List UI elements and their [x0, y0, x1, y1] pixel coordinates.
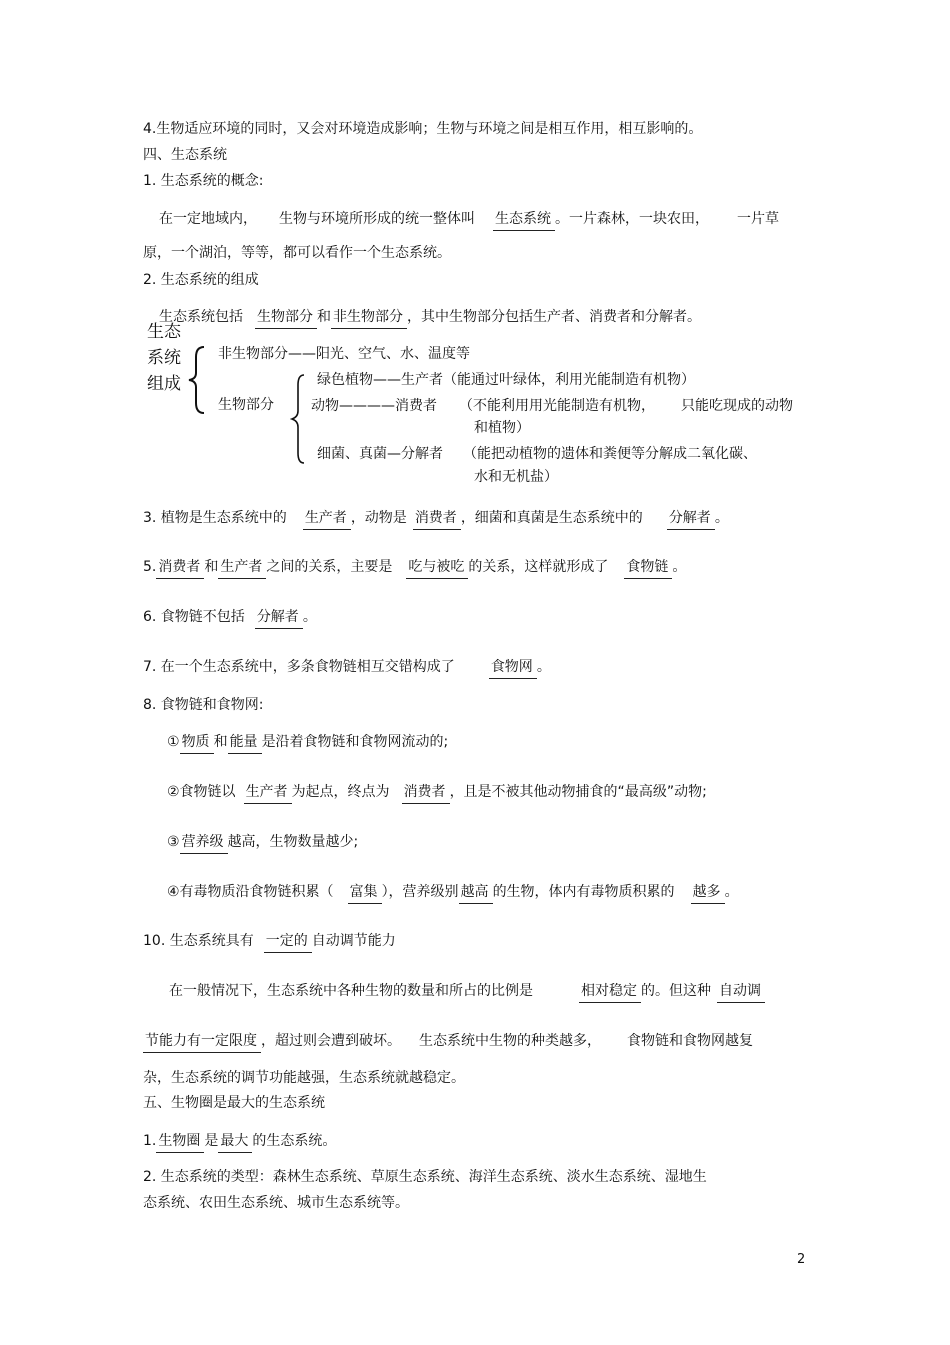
- tree-animal-note-1: （不能利用用光能制造有机物，: [459, 398, 655, 414]
- tree-animal-label: 动物————消费者: [311, 398, 437, 414]
- tree-root-1: 生态: [147, 322, 181, 342]
- blank-start-producer: 生产者: [244, 782, 292, 804]
- q5-text-e: 。: [672, 559, 687, 575]
- statement-4-number: 4.: [143, 121, 157, 137]
- q2-line: [159, 307, 701, 329]
- tree-bio: 生物部分: [218, 397, 274, 413]
- blank-matter: 物质: [180, 732, 214, 754]
- tree-root-2: 系统: [147, 348, 181, 368]
- q8-i4-b: ），营养级别: [381, 884, 459, 900]
- q8-title: 8. 食物链和食物网:: [143, 697, 264, 713]
- blank-biotic: 生物部分: [255, 307, 317, 329]
- q1-text-d: 一片草: [737, 211, 779, 227]
- q5-text-a: 5.: [143, 559, 157, 575]
- q8-i3-b: 越高，生物数量越少;: [227, 834, 359, 850]
- tree-decomp-note-1: （能把动植物的遗体和粪便等分解成二氧化碳、: [463, 446, 757, 462]
- q2-title: 2. 生态系统的组成: [143, 272, 259, 288]
- q6-text-a: 6. 食物链不包括: [143, 609, 245, 625]
- blank-producer-5: 生产者: [218, 557, 266, 579]
- blank-decomposer-6: 分解者: [255, 607, 303, 629]
- q1-text-c: 。一片森林，一块农田，: [555, 211, 709, 227]
- q8-i1-c: 是沿着食物链和食物网流动的;: [261, 734, 449, 750]
- blank-ecosystem: 生态系统: [493, 209, 555, 231]
- brace-bio-icon: [290, 373, 306, 465]
- tree-animal-note-2: 只能吃现成的动物: [681, 398, 793, 414]
- q3-text-b: ，动物是: [350, 510, 407, 526]
- q8-i1-a: ①: [167, 734, 180, 750]
- blank-certain: 一定的: [264, 931, 312, 953]
- q10-text-a: 10. 生态系统具有: [143, 933, 254, 949]
- q6-line: [143, 607, 317, 629]
- b2-line2: 态系统、农田生态系统、城市生态系统等。: [143, 1195, 409, 1211]
- q3-line: [143, 508, 729, 530]
- q1-text-a: 在一定地域内，: [159, 211, 257, 227]
- q8-i1-b: 和: [213, 734, 228, 750]
- q10-line: [143, 931, 396, 953]
- blank-energy: 能量: [228, 732, 262, 754]
- blank-consumer-5: 消费者: [156, 557, 204, 579]
- blank-accumulation: 富集: [348, 882, 382, 904]
- q2-text-c: ，其中生物部分包括生产者、消费者和分解者。: [407, 309, 701, 325]
- tree-decomp-note-2: 水和无机盐）: [474, 469, 558, 485]
- blank-eat-relation: 吃与被吃: [406, 557, 468, 579]
- section-4-heading: 四、生态系统: [143, 147, 227, 163]
- q3-text-a: 3. 植物是生态系统中的: [143, 510, 287, 526]
- blank-limited: 节能力有一定限度: [143, 1031, 261, 1053]
- q2-text-a: 生态系统包括: [159, 309, 243, 325]
- blank-largest: 最大: [218, 1131, 252, 1153]
- q8-item-3: [167, 832, 358, 854]
- q5-line: [143, 557, 686, 579]
- b1-text-a: 1.: [143, 1133, 157, 1149]
- q3-text-d: 。: [714, 510, 729, 526]
- blank-stable: 相对稳定: [579, 981, 641, 1003]
- blank-higher: 越高: [459, 882, 493, 904]
- b2-line1: 2. 生态系统的类型：森林生态系统、草原生态系统、海洋生态系统、淡水生态系统、湿地生: [143, 1169, 707, 1185]
- q1-line1: [159, 209, 779, 231]
- tree-decomp: [317, 444, 757, 464]
- q8-i4-d: 。: [724, 884, 739, 900]
- tree-nonbio: 非生物部分——阳光、空气、水、温度等: [218, 346, 470, 362]
- q3-text-c: ，细菌和真菌是生态系统中的: [460, 510, 643, 526]
- statement-4-text: 生物适应环境的同时，又会对环境造成影响；生物与环境之间是相互作用，相互影响的。: [156, 121, 703, 137]
- q6-text-b: 。: [302, 609, 317, 625]
- page-number: 2: [797, 1252, 806, 1267]
- blank-consumer: 消费者: [413, 508, 461, 530]
- blank-food-chain: 食物链: [624, 557, 672, 579]
- b1-text-b: 是: [204, 1133, 219, 1149]
- b1-text-c: 的生态系统。: [252, 1133, 337, 1149]
- tree-animal-note-3: 和植物）: [474, 420, 530, 436]
- q8-item-2: [167, 782, 707, 804]
- brace-main-icon: [186, 345, 206, 415]
- tree-decomp-label: 细菌、真菌—分解者: [317, 446, 443, 462]
- q5-text-b: 和: [204, 559, 219, 575]
- blank-biosphere: 生物圈: [156, 1131, 204, 1153]
- section-5-heading: 五、生物圈是最大的生态系统: [143, 1095, 325, 1111]
- q7-text-b: 。: [536, 659, 551, 675]
- q8-i2-b: 为起点，终点为: [291, 784, 390, 800]
- blank-more: 越多: [691, 882, 725, 904]
- q5-text-c: 之间的关系，主要是: [266, 559, 393, 575]
- q5-text-d: 的关系，这样就形成了: [468, 559, 609, 575]
- tree-root-3: 组成: [147, 374, 181, 394]
- q1-text-b: 生物与环境所形成的统一整体叫: [279, 211, 475, 227]
- blank-abiotic: 非生物部分: [331, 307, 407, 329]
- b1-line: [143, 1131, 336, 1153]
- statement-4: [143, 119, 702, 139]
- blank-trophic-level: 营养级: [180, 832, 228, 854]
- q10-p1-b: 的。但这种: [641, 983, 711, 999]
- q2-text-b: 和: [317, 309, 331, 325]
- q8-i2-c: ，且是不被其他动物捕食的“最高级”动物;: [449, 784, 707, 800]
- q10-para-line2: [143, 1031, 753, 1053]
- q10-para-line1: [169, 981, 765, 1003]
- q8-item-1: [167, 732, 448, 754]
- blank-self-regulation: 自动调: [717, 981, 765, 1003]
- q10-p2-a: ，超过则会遭到破坏。: [261, 1033, 401, 1049]
- blank-food-web: 食物网: [489, 657, 537, 679]
- q10-p1-a: 在一般情况下，生态系统中各种生物的数量和所占的比例是: [169, 983, 533, 999]
- q1-title: 1. 生态系统的概念:: [143, 173, 264, 189]
- q10-text-b: 自动调节能力: [311, 933, 396, 949]
- tree-plant: 绿色植物——生产者（能通过叶绿体，利用光能制造有机物）: [317, 372, 695, 388]
- q7-line: [143, 657, 551, 679]
- blank-decomposer: 分解者: [667, 508, 715, 530]
- q8-item-4: [167, 882, 739, 904]
- q10-para-line3: 杂，生态系统的调节功能越强，生态系统就越稳定。: [143, 1070, 465, 1086]
- blank-producer: 生产者: [303, 508, 351, 530]
- q8-i2-a: ②食物链以: [167, 784, 236, 800]
- q8-i4-c: 的生物，体内有毒物质积累的: [492, 884, 675, 900]
- q1-line2: 原，一个湖泊，等等，都可以看作一个生态系统。: [143, 245, 451, 261]
- q10-p2-c: 食物链和食物网越复: [627, 1033, 753, 1049]
- blank-end-consumer: 消费者: [402, 782, 450, 804]
- tree-animal: [311, 396, 793, 416]
- q8-i4-a: ④有毒物质沿食物链积累（: [167, 884, 334, 900]
- q8-i3-a: ③: [167, 834, 180, 850]
- q7-text-a: 7. 在一个生态系统中，多条食物链相互交错构成了: [143, 659, 455, 675]
- q10-p2-b: 生态系统中生物的种类越多，: [419, 1033, 601, 1049]
